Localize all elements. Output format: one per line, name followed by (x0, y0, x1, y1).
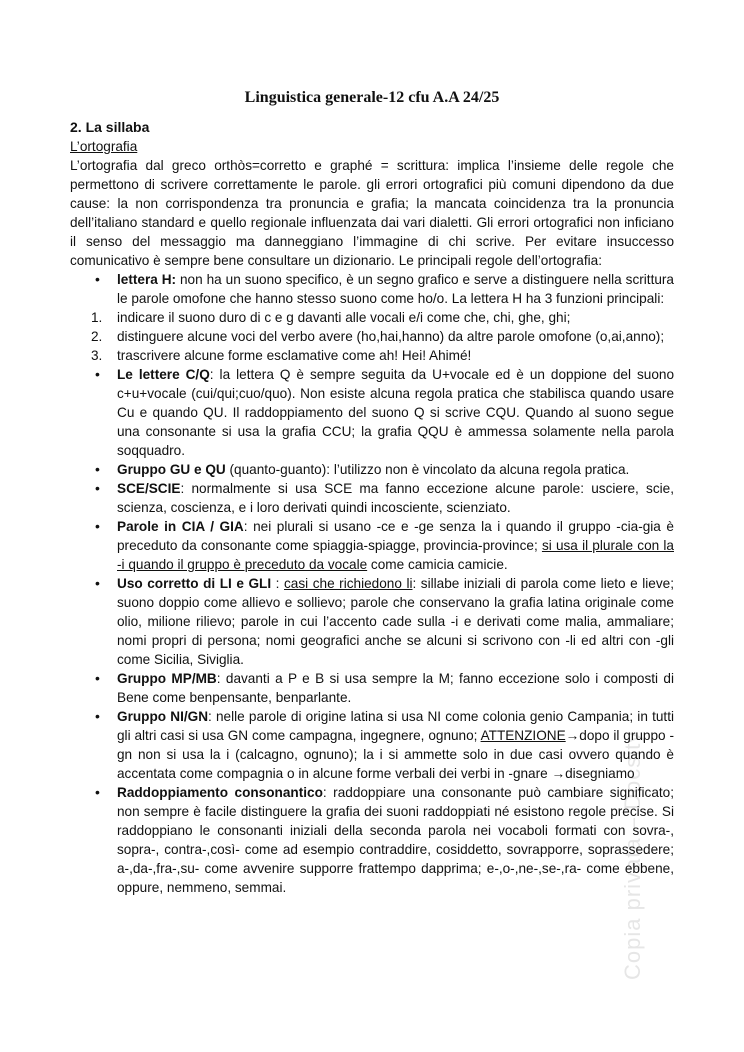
item-text: : normalmente si usa SCE ma fanno eccezione alcune parole: usciere, scie, scienza, coscienza, e i loro derivati quindi incosciente, scienziato. (117, 481, 674, 515)
item-label: Le lettere C/Q (117, 367, 210, 382)
list-item-cia-gia (70, 517, 674, 574)
rules-list (70, 270, 674, 308)
item-number: 3. (91, 348, 103, 363)
arrow-icon: → (551, 766, 566, 781)
list-item-sce-scie (70, 479, 674, 517)
item-label: Gruppo NI/GN (117, 709, 209, 724)
list-item-raddoppiamento (70, 783, 674, 897)
item-label: Gruppo GU e QU (117, 462, 226, 477)
item-underlined-text: casi che richiedono li (284, 576, 413, 591)
section-subheading: L’ortografia (70, 139, 138, 154)
item-text: : nei plurali si usano -ce e -ge senza la i quando il gruppo -cia-gia è preceduto da consonante come spiaggia-spiagge, provincia-province; (117, 519, 674, 553)
list-item-function-3 (70, 346, 674, 365)
list-item-function-1 (70, 308, 674, 327)
attention-label: ATTENZIONE (480, 728, 566, 743)
item-label: lettera H: (117, 272, 177, 287)
item-text: : (271, 576, 284, 591)
item-number: 1. (91, 310, 103, 325)
item-underlined-text: si usa il plurale con la -i quando il gruppo è preceduto da vocale (117, 538, 674, 572)
list-item-lettera-h (70, 270, 674, 308)
document-title: Linguistica generale-12 cfu A.A 24/25 (244, 89, 500, 106)
list-item-cq (70, 365, 674, 460)
list-item-function-2 (70, 327, 674, 346)
item-text: : la lettera Q è sempre seguita da U+vocale ed è un doppione del suono c+u+vocale (cui/qui;cuo/quo). Non esiste alcuna regola pratica che stabilisca quando usare Cu e quando QU. Il raddoppiamento del suono Q si scrive CQU. Quando al suono segue una consonante si usa la grafia CCU; la grafia QQU è ammessa solamente nella parola soqquadro. (117, 367, 674, 458)
item-text: dopo il gruppo -gn non si usa la i (calcagno, ognuno); la i si ammette solo in due casi ovvero quando è accentata come compagnia o in alcune forme verbali dei verbi in -gnare (117, 728, 674, 781)
item-text: : davanti a P e B si usa sempre la M; fanno eccezione solo i composti di Bene come benpensante, benparlante. (117, 671, 674, 705)
item-text: trascrivere alcune forme esclamative come ah! Hei! Ahimé! (117, 348, 472, 363)
item-text: come camicia camicie. (367, 557, 508, 572)
item-label: SCE/SCIE (117, 481, 181, 496)
item-label: Raddoppiamento consonantico (117, 785, 323, 800)
item-number: 2. (91, 329, 103, 344)
section-heading: 2. La sillaba (70, 119, 150, 135)
list-item-gu-qu (70, 460, 674, 479)
document-body (70, 118, 674, 897)
item-text: non ha un suono specifico, è un segno grafico e serve a distinguere nella scrittura le parole omofone che hanno stesso suono come ho/o. La lettera H ha 3 funzioni principali: (117, 272, 674, 306)
rules-list-continued (70, 365, 674, 897)
item-text: indicare il suono duro di c e g davanti alle vocali e/i come che, chi, ghe, ghi; (117, 310, 571, 325)
item-label: Uso corretto di LI e GLI (117, 576, 272, 591)
item-text: : nelle parole di origine latina si usa NI come colonia genio Campania; in tutti gli altri casi si usa GN come campagna, ingegnere, ognuno; (117, 709, 674, 743)
item-text: distinguere alcune voci del verbo avere (ho,hai,hanno) da altre parole omofone (o,ai,anno); (117, 329, 665, 344)
arrow-icon: → (565, 728, 580, 743)
item-text: : sillabe iniziali di parola come lieto e lieve; suono doppio come allievo e sollievo; parole che conservano la grafia latina originale come olio, milione rilievo; parole in cui l’accento cade sulla -i e derivati come malia, ammaliare; nomi propri di persona; nomi geografici anche se alcuni si scrivono con -li ed altri con -gli come Sicilia, Siviglia. (117, 576, 674, 667)
list-item-li-gli (70, 574, 674, 669)
item-text: disegniamo (565, 766, 635, 781)
h-functions-list (70, 308, 674, 365)
item-label: Parole in CIA / GIA (117, 519, 244, 534)
watermark-text: Copia privata – Docsity (620, 730, 645, 980)
list-item-mp-mb (70, 669, 674, 707)
item-label: Gruppo MP/MB (117, 671, 217, 686)
intro-paragraph: L’ortografia dal greco orthòs=corretto e graphé = scrittura: implica l’insieme delle regole che permettono di scrivere correttamente le parole. gli errori ortografici più comuni dipendono da due cause: la non corrispondenza tra pronuncia e grafia; la mancata coincidenza tra la pronuncia dell’italiano standard e quello regionale influenzata dai vari dialetti. Gli errori ortografici non inficiano il senso del messaggio ma danneggiano l’immagine di chi scrive. Per evitare insuccesso comunicativo è sempre bene consultare un dizionario. Le principali regole dell’ortografia: (70, 158, 674, 268)
item-text: : raddoppiare una consonante può cambiare significato; non sempre è facile distinguere la grafia dei suoni raddoppiati né esistono regole precise. Si raddoppiano le consonanti iniziali della seconda parola nei vocaboli formati con sovra-, sopra-, contra-,così- come ad esempio contraddire, cosiddetto, sovrapporre, soprassedere; a-,da-,fra-,su- come avvenire supporre frattempo dapprima; e-,o-,ne-,se-,ra- come ebbene, oppure, nemmeno, semmai. (117, 785, 675, 895)
item-text: (quanto-guanto): l’utilizzo non è vincolato da alcuna regola pratica. (225, 462, 630, 477)
list-item-ni-gn (70, 707, 674, 783)
